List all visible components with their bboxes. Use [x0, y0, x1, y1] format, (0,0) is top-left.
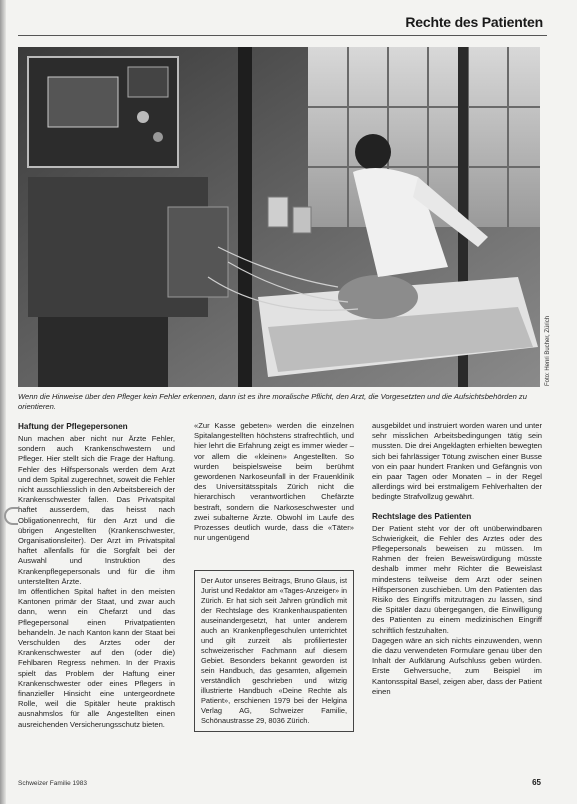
column-1-paragraph-1: Nun machen aber nicht nur Ärzte Fehler, sondern auch Krankenschwestern und Pfleger. Hier stellt sich die Frage der Haftung. Fehler des Hilfspersonals werden dem Arzt und dem Spital zugerechnet, soweit die Fehler nicht ausschliesslich in den Arbeitsbereich der Krankenschwester fallen. Das Privatspital haftet ausserdem, das heisst nach Obligationenrecht, für den Arzt und die übrigen Angestellten (Krankenschwester, Organisationsleiter). Der Arzt im Privatspital haftet allenfalls für die Sorgfalt bei der Auswahl und Instruktion des Krankenpflegepersonals und für die ihm unterstellten Ärzte.: [18, 434, 175, 586]
column-1: [18, 421, 175, 730]
scan-edge-shadow: [0, 0, 6, 804]
hospital-photo: [18, 47, 540, 387]
column-2: [194, 421, 354, 543]
column-3-paragraph-2: Dagegen wäre an sich nichts einzuwenden, wenn die dazu verwendeten Formulare genau über den Inhalt der Aufklärung Aufschluss geben würden. Erste Gehversuche, zum Beispiel im Kantonsspital Basel, zeigen aber, dass der Patient einen: [372, 635, 542, 696]
column-1-paragraph-2: Im öffentlichen Spital haftet in den meisten Kantonen primär der Staat, und zwar auch dann, wenn ein Chefarzt und das Pflegepersonal einen Privatpatienten behandeln. Je nach Kanton kann der Staat bei Verschulden des Arztes oder der Krankenschwester auf den (oder die) Fehlbaren Regress nehmen. In der Praxis spielt das Problem der Haftung einer Krankenschwester oder eines Pflegers in finanzieller Hinsicht eine untergeordnete Rolle, weil die Spitäler heute praktisch ausnahmslos für alle Angestellten einen ausreichenden Versicherungsschutz bieten.: [18, 587, 175, 729]
column-2-paragraph-1: «Zur Kasse gebeten» werden die einzelnen Spitalangestellten höchstens strafrechtlich, und hier lehrt die Erfahrung zeigt es immer wieder – vor allem die «kleinen» Angestellten. So wurden beispielsweise beim berühmt gewordenen Narkoseunfall in der Frauenklinik des Universitätsspitals Zürich nicht die hierarchisch verantwortlichen Chefärzte bestraft, sondern die Narkoseschwester und zwei subalterne Ärzte. Obwohl im Laufe des Prozesses deutlich wurde, dass die «Täter» nur ungenügend: [194, 421, 354, 543]
binder-clip-mark: [4, 507, 18, 525]
column-3-heading: Rechtslage des Patienten: [372, 511, 472, 521]
photo-credit: Foto: Henri Bucher, Zürich: [545, 315, 551, 386]
column-1-heading: Haftung der Pflegepersonen: [18, 422, 128, 431]
page-number: 65: [532, 778, 541, 787]
section-title: Rechte des Patienten: [405, 14, 543, 30]
column-3-intro: ausgebildet und instruiert worden waren und unter sehr misslichen Arbeitsbedingungen tätig sein mussten. Die drei Angeklagten erhielten bewegten sich bei fahrlässiger Tötung zwischen einer Busse von ein paar hundert Franken und Gefängnis von ein paar Tagen oder Monaten – in der Regel allerdings wird bei erstmaligem Fehlverhalten der bedingte Strafvollzug gewährt.: [372, 421, 542, 502]
column-3-paragraph-1: Der Patient steht vor der oft unüberwindbaren Schwierigkeit, die Fehler des Arztes oder des Pflegepersonals beweisen zu müssen. Im Rahmen der freien Beweiswürdigung müsste deshalb immer mehr Richter die Beweislast mindestens teilweise dem Arzt oder seinen Hilfspersonen zuschieben. Um den Patienten das Risiko des Eingriffs mitzutragen zu lassen, sind die Spitäler dazu übergegangen, die Einwilligung des Patienten zu einem medizinischen Eingriff schriftlich festzuhalten.: [372, 523, 542, 635]
header-rule: [18, 35, 547, 36]
author-box: Der Autor unseres Beitrags, Bruno Glaus, ist Jurist und Redaktor am «Tages-Anzeiger» in Zürich. Er hat sich seit Jahren gründlich mit der Rechtslage des Krankenhauspatienten auseinandergesetzt, hat unter anderem auch an Krankenpflegeschulen unterrichtet und gilt zurzeit als profiliertester schweizerischer Fachmann auf diesem Gebiet. Besonders bekannt geworden ist sein Handbuch, das gesamten, allgemein verständlich geschrieben und witzig illustrierte Handbuch «Deine Rechte als Patient», erschienen 1979 bei der Helgina Verlag AG, Schweizer Familie, Schönaustrasse 29, 8036 Zürich.: [194, 570, 354, 732]
footer-publication: Schweizer Familie 1983: [18, 780, 88, 787]
photo-caption: Wenn die Hinweise über den Pfleger kein Fehler erkennen, dann ist es ihre moralische Pflicht, den Arzt, die Vorgesetzten und die Aufsichtsbehörden zu orientieren.: [18, 392, 527, 411]
column-3: [372, 421, 542, 697]
